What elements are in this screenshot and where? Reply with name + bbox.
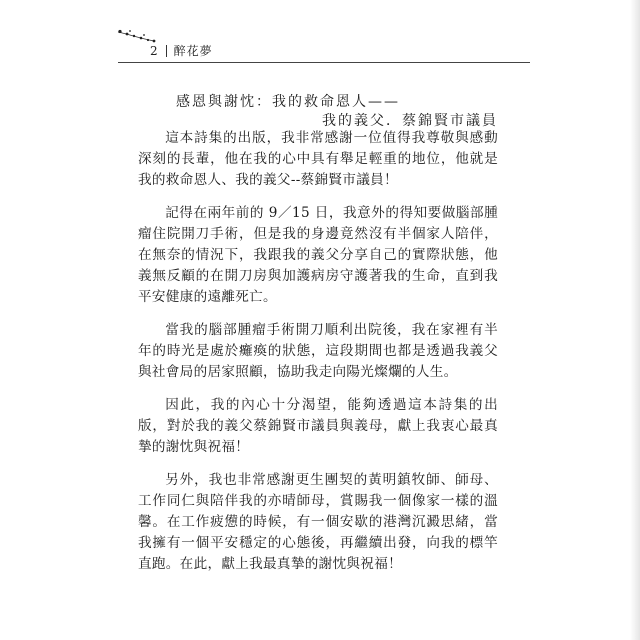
page-edge-shadow (630, 0, 640, 640)
paragraph: 這本詩集的出版，我非常感謝一位值得我尊敬與感動深刻的長輩，他在我的心中具有舉足輕重的地位，他就是我的救命恩人、我的義父--蔡錦賢市議員！ (138, 130, 498, 188)
paragraph: 記得在兩年前的 9／15 日，我意外的得知要做腦部腫瘤住院開刀手術，但是我的身邊竟然沒有半個家人陪伴，在無奈的情況下，我跟我的義父分享自己的實際狀態，他義無反顧的在開刀房與加護病房守護著我的生命，直到我平安健康的遠離死亡。 (138, 205, 498, 305)
paragraph: 因此，我的內心十分渴望，能夠透過這本詩集的出版，對於我的義父蔡錦賢市議員與義母，獻上我衷心最真摯的謝忱與祝福！ (138, 397, 498, 455)
book-title: 醉花夢 (173, 44, 213, 58)
header-rule (118, 62, 530, 63)
paragraph: 另外，我也非常感謝更生團契的黃明鎮牧師、師母、工作同仁與陪伴我的亦晴師母，賞賜我一個像家一樣的溫馨。在工作疲憊的時候，有一個安歇的港灣沉澱思緒，當我擁有一個平安穩定的心態後，再繼續出發，向我的標竿直跑。在此，獻上我最真摯的謝忱與祝福！ (138, 472, 498, 572)
article-title: 感恩與謝忱：我的救命恩人—— (176, 94, 400, 110)
article-body (138, 128, 498, 587)
article-subtitle: 我的義父．蔡錦賢市議員 (322, 113, 498, 129)
running-header (150, 42, 213, 59)
page-number: 2 (150, 43, 159, 58)
header-divider (166, 45, 167, 57)
paragraph: 當我的腦部腫瘤手術開刀順利出院後，我在家裡有半年的時光是處於癱瘓的狀態，這段期間也都是透過我義父與社會局的居家照顧，協助我走向陽光燦爛的人生。 (138, 322, 498, 380)
